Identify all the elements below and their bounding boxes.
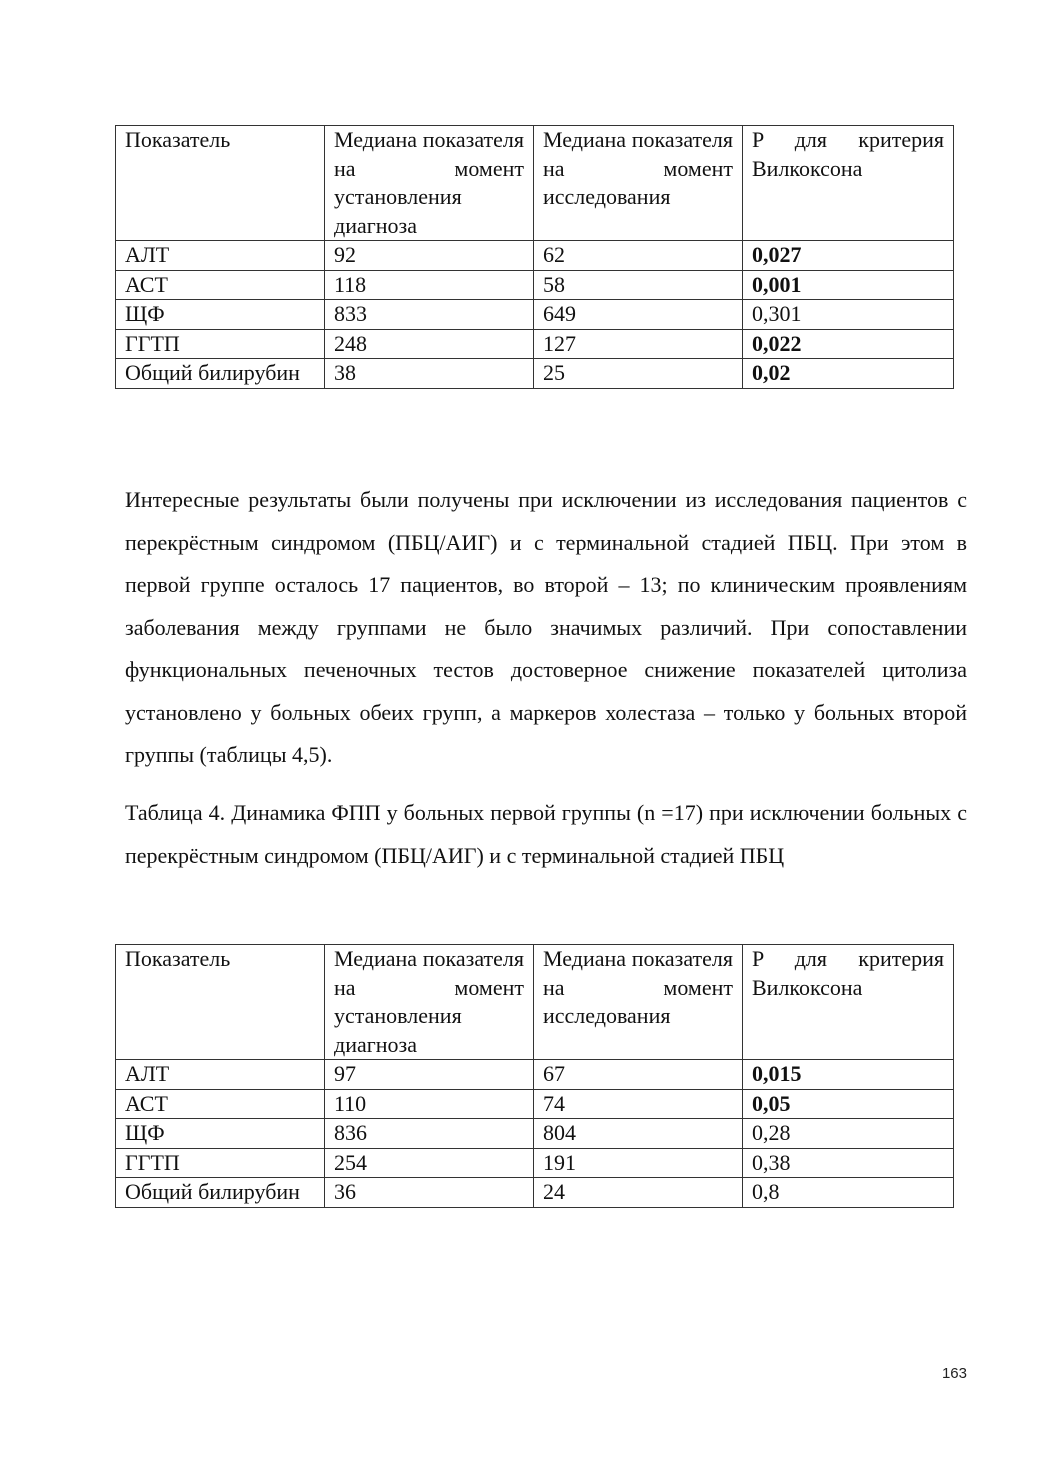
table-header-row — [116, 126, 954, 241]
cell-before: 97 — [325, 1060, 534, 1090]
table-row — [116, 1089, 954, 1119]
table-4-caption: Таблица 4. Динамика ФПП у больных первой группы (n =17) при исключении больных с перекрёстным синдромом (ПБЦ/АИГ) и с терминальной стадией ПБЦ — [125, 800, 967, 868]
cell-indicator: АСТ — [116, 270, 325, 300]
cell-indicator: ЩФ — [116, 1119, 325, 1149]
table-header-row — [116, 945, 954, 1060]
header-median-study: Медиана показателя на момент исследования — [534, 945, 743, 1060]
header-median-diagnosis: Медиана показателя на момент установления диагноза — [325, 945, 534, 1060]
table-row — [116, 300, 954, 330]
cell-indicator: АЛТ — [116, 241, 325, 271]
table-row — [116, 359, 954, 389]
cell-after: 67 — [534, 1060, 743, 1090]
header-median-diagnosis: Медиана показателя на момент установления диагноза — [325, 126, 534, 241]
table-row — [116, 1148, 954, 1178]
cell-after: 804 — [534, 1119, 743, 1149]
cell-before: 833 — [325, 300, 534, 330]
cell-p: 0,8 — [743, 1178, 954, 1208]
cell-before: 254 — [325, 1148, 534, 1178]
table-4 — [115, 944, 954, 1208]
table-row — [116, 1178, 954, 1208]
cell-p: 0,022 — [743, 329, 954, 359]
cell-after: 25 — [534, 359, 743, 389]
cell-after: 191 — [534, 1148, 743, 1178]
cell-indicator: ЩФ — [116, 300, 325, 330]
header-indicator: Показатель — [116, 945, 325, 1060]
cell-before: 248 — [325, 329, 534, 359]
body-paragraph: Интересные результаты были получены при исключении из исследования пациентов с перекрёстным синдромом (ПБЦ/АИГ) и с терминальной стадией ПБЦ. При этом в первой группе осталось 17 пациентов, во второй – 13; по клиническим проявлениям заболевания между группами не было значимых различий. При сопоставлении функциональных печеночных тестов достоверное снижение показателей цитолиза установлено у больных обеих групп, а маркеров холестаза – только у больных второй группы (таблицы 4,5). — [125, 487, 967, 767]
header-median-study: Медиана показателя на момент исследования — [534, 126, 743, 241]
table-row — [116, 1119, 954, 1149]
cell-p: 0,027 — [743, 241, 954, 271]
cell-before: 110 — [325, 1089, 534, 1119]
cell-indicator: АЛТ — [116, 1060, 325, 1090]
header-indicator: Показатель — [116, 126, 325, 241]
cell-after: 127 — [534, 329, 743, 359]
cell-p: 0,02 — [743, 359, 954, 389]
cell-p: 0,05 — [743, 1089, 954, 1119]
cell-p: 0,015 — [743, 1060, 954, 1090]
cell-indicator: ГГТП — [116, 1148, 325, 1178]
cell-after: 74 — [534, 1089, 743, 1119]
table-row — [116, 241, 954, 271]
cell-after: 24 — [534, 1178, 743, 1208]
cell-after: 649 — [534, 300, 743, 330]
table-row — [116, 270, 954, 300]
cell-before: 92 — [325, 241, 534, 271]
cell-before: 836 — [325, 1119, 534, 1149]
cell-before: 38 — [325, 359, 534, 389]
cell-p: 0,301 — [743, 300, 954, 330]
cell-p: 0,001 — [743, 270, 954, 300]
cell-indicator: Общий билирубин — [116, 1178, 325, 1208]
cell-after: 62 — [534, 241, 743, 271]
cell-p: 0,28 — [743, 1119, 954, 1149]
page-number: 163 — [941, 1365, 967, 1382]
cell-before: 118 — [325, 270, 534, 300]
cell-indicator: ГГТП — [116, 329, 325, 359]
cell-indicator: Общий билирубин — [116, 359, 325, 389]
table-row — [116, 329, 954, 359]
cell-indicator: АСТ — [116, 1089, 325, 1119]
table-row — [116, 1060, 954, 1090]
header-p-wilcoxon: P для критерия Вилкоксона — [743, 126, 954, 241]
table-3 — [115, 125, 954, 389]
cell-p: 0,38 — [743, 1148, 954, 1178]
cell-after: 58 — [534, 270, 743, 300]
cell-before: 36 — [325, 1178, 534, 1208]
header-p-wilcoxon: P для критерия Вилкоксона — [743, 945, 954, 1060]
